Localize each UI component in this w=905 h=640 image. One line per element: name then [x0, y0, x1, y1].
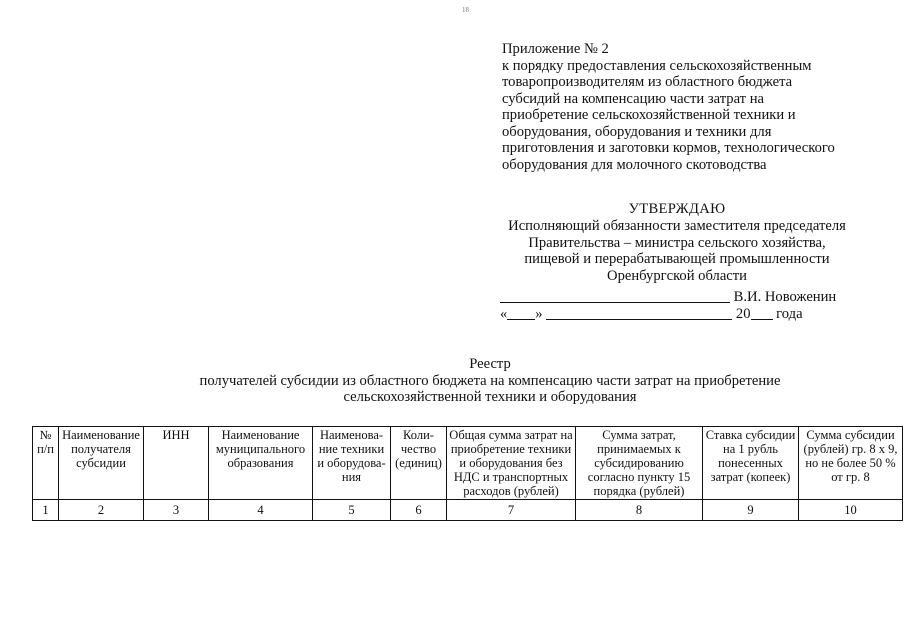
column-number: 5	[313, 500, 391, 521]
month-blank	[546, 305, 732, 320]
column-number-row	[33, 500, 903, 521]
column-number: 8	[576, 500, 703, 521]
column-header: Сумма затрат, принимаемых к субсидированию согласно пункту 15 порядка (рублей)	[576, 427, 703, 500]
column-header: Сумма субсидии (рублей) гр. 8 х 9, но не более 50 % от гр. 8	[799, 427, 903, 500]
column-header: Наименование получателя субсидии	[59, 427, 144, 500]
approval-heading: УТВЕРЖДАЮ	[628, 201, 726, 217]
date-close-quote: »	[535, 306, 543, 322]
column-header: Коли-чество (единиц)	[391, 427, 447, 500]
appendix-line: товаропроизводителям из областного бюджета	[502, 74, 793, 90]
year-blank	[751, 305, 773, 320]
year-prefix: 20	[735, 306, 751, 322]
header-row	[33, 427, 903, 500]
column-header: Наименование муниципального образования	[209, 427, 313, 500]
signature-line	[500, 288, 836, 306]
column-header: Ставка субсидии на 1 рубль понесенных затрат (копеек)	[703, 427, 799, 500]
column-number: 2	[59, 500, 144, 521]
date-line	[500, 305, 803, 323]
column-number: 3	[144, 500, 209, 521]
register-subtitle: получателей субсидии из областного бюджета на компенсацию части затрат на приобретение	[199, 372, 781, 389]
page-number: 18	[462, 6, 469, 14]
appendix-line: оборудования, оборудования и техники для	[502, 123, 772, 140]
appendix-line: к порядку предоставления сельскохозяйственным	[502, 57, 812, 74]
date-open-quote: «	[500, 306, 508, 322]
appendix-block	[502, 41, 897, 173]
approval-block	[492, 201, 862, 285]
signer-name: В.И. Новоженин	[733, 289, 837, 305]
column-number: 6	[391, 500, 447, 521]
column-header: Наименова-ние техники и оборудова-ния	[313, 427, 391, 500]
appendix-line: приобретение сельскохозяйственной техники и	[502, 107, 796, 123]
column-header: Общая сумма затрат на приобретение техники и оборудования без НДС и транспортных расходов (рублей)	[447, 427, 576, 500]
appendix-line: субсидий на компенсацию части затрат на	[502, 90, 764, 107]
approval-line: Правительства – министра сельского хозяйства,	[528, 234, 826, 251]
signature-blank	[500, 288, 730, 303]
register-heading: Реестр	[469, 356, 511, 372]
day-blank	[507, 305, 535, 320]
column-number: 1	[33, 500, 59, 521]
column-number: 7	[447, 500, 576, 521]
register-table	[32, 426, 903, 521]
approval-line: пищевой и перерабатывающей промышленности	[524, 251, 830, 268]
column-header: ИНН	[144, 427, 209, 500]
register-subtitle: сельскохозяйственной техники и оборудования	[343, 389, 637, 405]
column-number: 9	[703, 500, 799, 521]
column-header: № п/п	[33, 427, 59, 500]
column-number: 4	[209, 500, 313, 521]
approval-line: Исполняющий обязанности заместителя председателя	[508, 217, 846, 234]
year-suffix: года	[776, 306, 803, 322]
appendix-line: оборудования для молочного скотоводства	[502, 156, 767, 173]
register-title	[140, 356, 840, 406]
appendix-line: приготовления и заготовки кормов, технологического	[502, 140, 835, 156]
approval-line: Оренбургской области	[607, 268, 747, 285]
appendix-line: Приложение № 2	[502, 41, 609, 57]
column-number: 10	[799, 500, 903, 521]
